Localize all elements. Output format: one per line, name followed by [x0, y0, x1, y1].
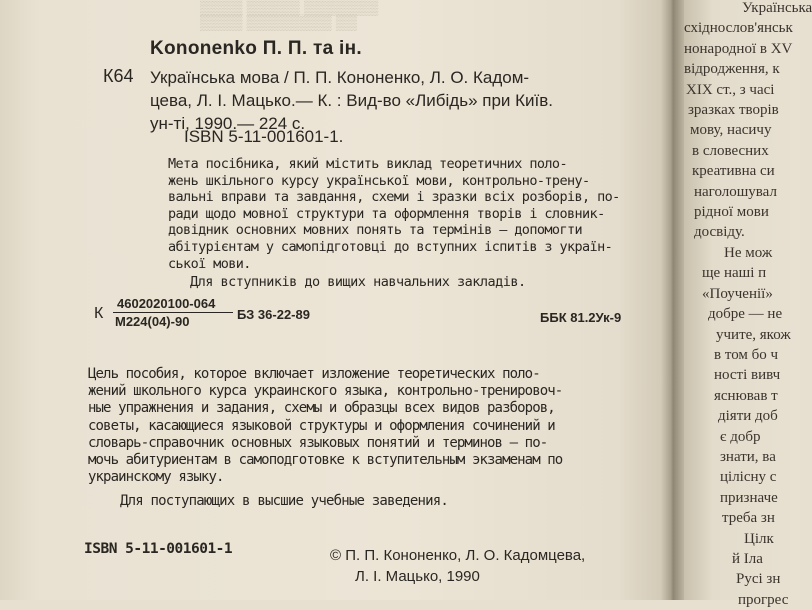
- catalog-denominator: М224(04)-90: [115, 314, 190, 329]
- right-line: цілісну с: [720, 469, 777, 486]
- bbk-code: ББК 81.2Ук-9: [540, 310, 622, 325]
- annotation-line: абітурієнтам у самопідготовці до вступних іспитів з україн-: [168, 238, 613, 255]
- right-line: досвіду.: [694, 224, 745, 241]
- right-line: ності вивч: [714, 367, 781, 384]
- right-line: є добр: [720, 428, 761, 445]
- show-through-text: ▒▒▒▒ ▒▒▒▒▒ ▒▒▒▒▒▒▒ ▒▒▒▒ ▒▒▒▒▒▒▒▒ ▒▒: [200, 0, 379, 31]
- annotation-line: вальні вправи та завдання, схеми і зразки всіх розборів, по-: [168, 189, 620, 206]
- right-line: зразках творів: [688, 102, 779, 119]
- catalog-fraction: [113, 296, 233, 329]
- annotation-line: ные упражнения и задания, схемы и образцы всех видов разборов,: [88, 400, 555, 417]
- right-line: треба зн: [722, 510, 775, 527]
- annotation-line: Цель пособия, которое включает изложение теоретических поло-: [88, 366, 540, 382]
- right-line: ще наші п: [702, 265, 767, 282]
- right-line: добре — не: [708, 306, 783, 323]
- right-line: XIX ст., з часі: [686, 81, 775, 98]
- isbn-top: ISBN 5-11-001601-1.: [184, 127, 344, 146]
- right-line: прогрес: [738, 591, 789, 608]
- right-line: «Поученії»: [702, 285, 773, 302]
- annotation-russian: [88, 366, 668, 486]
- bib-line: Українська мова / П. П. Кононенко, Л. О. Кадом-: [150, 68, 530, 87]
- right-line: східнослов'янськ: [684, 20, 793, 37]
- right-line: діяти доб: [718, 408, 778, 425]
- right-line: призначе: [720, 489, 778, 506]
- right-line: в словесних: [692, 142, 769, 159]
- annotation-line: довідник основних мовних понять та термінів — допомогти: [168, 222, 583, 239]
- catalog-numerator: 4602020100-064: [117, 296, 216, 311]
- annotation-line: жений школьного курса украинского языка, контрольно-тренировоч-: [88, 383, 563, 400]
- right-line: учите, якож: [716, 326, 791, 343]
- copyright-line: Л. І. Мацько, 1990: [355, 568, 480, 585]
- audience-note-ukrainian: Для вступників до вищих навчальних закладів.: [190, 274, 526, 290]
- right-line: й Іла: [732, 550, 763, 567]
- right-line: знати, ва: [720, 448, 776, 465]
- right-line: Не мож: [724, 244, 773, 261]
- right-page-text: [684, 0, 812, 610]
- right-line: в том бо ч: [714, 346, 779, 363]
- audience-note-russian: Для поступающих в высшие учебные заведения.: [120, 493, 449, 509]
- right-page: [684, 0, 812, 608]
- book-spine-gutter: [660, 0, 684, 600]
- annotation-line: жень шкільного курсу української мови, контрольно-трену-: [168, 172, 590, 189]
- right-line: Цілк: [744, 530, 774, 547]
- right-line: Русі зн: [736, 571, 781, 588]
- isbn-bottom: ISBN 5-11-001601-1: [84, 541, 233, 557]
- annotation-ukrainian: [168, 156, 648, 272]
- bibliographic-description: [150, 66, 650, 135]
- right-line: Українська: [742, 0, 812, 16]
- k-letter: К: [94, 305, 104, 322]
- annotation-line: словарь-справочник основных языковых понятий и терминов — по-: [88, 434, 548, 451]
- bz-code: БЗ 36-22-89: [237, 307, 310, 322]
- author-heading: Kononenko П. П. та ін.: [150, 38, 362, 59]
- annotation-line: мочь абитуриентам в самоподготовке к вступительным экзаменам по: [88, 452, 563, 469]
- right-line: нонародної в XV: [684, 40, 793, 57]
- annotation-line: ради щодо мовної структури та оформлення творів і словник-: [168, 205, 605, 222]
- fraction-line: [113, 312, 233, 313]
- bib-line: ун-ті, 1990.— 224 с.: [150, 114, 306, 133]
- copyright-notice: [330, 545, 585, 587]
- right-line: мову, насичу: [690, 122, 772, 139]
- right-line: відродження, к: [684, 61, 780, 78]
- right-line: креативна си: [692, 163, 775, 180]
- annotation-line: советы, касающиеся языковой структуры и оформления сочинений и: [88, 417, 555, 434]
- right-line: наголошувал: [694, 183, 777, 200]
- copyright-line: © П. П. Кононенко, Л. О. Кадомцева,: [330, 547, 586, 564]
- annotation-line: украинскому языку.: [88, 469, 224, 486]
- right-line: рідної мови: [694, 204, 769, 221]
- annotation-line: ської мови.: [168, 255, 251, 272]
- right-line: яснював т: [714, 387, 778, 404]
- class-code: К64: [103, 66, 134, 86]
- bib-line: цева, Л. І. Мацько.— К. : Вид-во «Либідь» при Київ.: [150, 91, 554, 110]
- annotation-line: Мета посібника, який містить виклад теоретичних поло-: [168, 156, 567, 172]
